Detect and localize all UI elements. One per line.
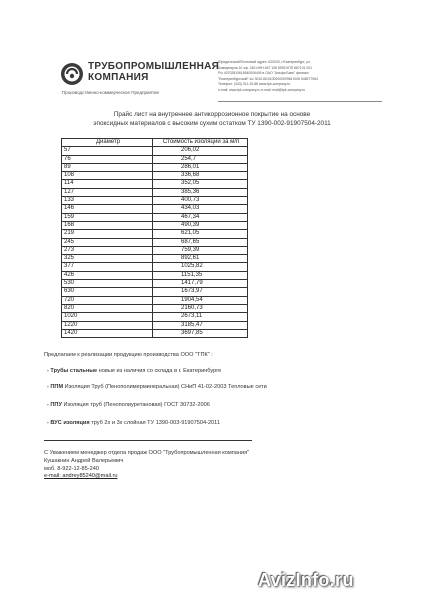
diameter-cell: 114 [62, 180, 153, 188]
price-cell: 286,01 [153, 163, 248, 171]
company-requisites [218, 60, 384, 93]
offer-title: - Трубы стальные [47, 368, 98, 374]
company-name-line1: ТРУБОПРОМЫШЛЕННАЯ [88, 61, 220, 72]
price-cell: 3185,47 [153, 321, 248, 329]
diameter-cell: 168 [62, 221, 153, 229]
contact-block [44, 450, 249, 481]
offer-text: Изоляция Труб (Пенополимерминеральная) СНиП 41-02-2003 Тепловые сети [63, 384, 267, 390]
table-row [62, 147, 248, 155]
price-cell: 759,39 [153, 246, 248, 254]
table-row [62, 197, 248, 205]
diameter-cell: 1020 [62, 313, 153, 321]
diameter-cell: 1420 [62, 329, 153, 337]
table-row [62, 172, 248, 180]
price-cell: 892,61 [153, 255, 248, 263]
price-cell: 336,68 [153, 172, 248, 180]
requisites-line: Коммунаров 10 оф. 452 ИНН 667 108 5939 КПП 667101 001 [218, 65, 313, 70]
diameter-cell: 1220 [62, 321, 153, 329]
offer-title: - ППМ [47, 384, 64, 390]
table-row [62, 271, 248, 279]
diameter-cell: 89 [62, 163, 153, 171]
table-row [62, 230, 248, 238]
price-cell: 434,03 [153, 205, 248, 213]
offer-item-pipes [47, 368, 221, 374]
price-cell: 352,05 [153, 180, 248, 188]
diameter-cell: 245 [62, 238, 153, 246]
diameter-cell: 820 [62, 304, 153, 312]
table-row [62, 313, 248, 321]
company-logo-icon [60, 62, 84, 86]
diameter-cell: 57 [62, 147, 153, 155]
table-row [62, 213, 248, 221]
price-cell: 2673,11 [153, 313, 248, 321]
diameter-cell: 720 [62, 296, 153, 304]
diameter-cell: 630 [62, 288, 153, 296]
price-cell: 1417,79 [153, 280, 248, 288]
table-row [62, 205, 248, 213]
requisites-line: "Екатеринбургский" к/с 30101810100000000964 БИК 046577964 [218, 76, 318, 81]
diameter-cell: 219 [62, 230, 153, 238]
table-row [62, 329, 248, 337]
diameter-cell: 76 [62, 155, 153, 163]
diameter-cell: 146 [62, 205, 153, 213]
price-cell: 206,02 [153, 147, 248, 155]
offer-item-ppm [47, 384, 267, 390]
table-row [62, 188, 248, 196]
company-name-line2: КОМПАНИЯ [88, 72, 149, 83]
requisites-line: Юридический/Почтовый адрес: 620033, г.Екатеринбург, ул. [218, 60, 311, 64]
price-cell: 1151,35 [153, 271, 248, 279]
table-header-row [62, 139, 248, 147]
table-row [62, 163, 248, 171]
requisites-line: e-mail: www.tpk-company.ru e-mail: mail@tpk-company.ru [218, 87, 306, 92]
header-divider [218, 101, 382, 102]
price-cell: 2160,73 [153, 304, 248, 312]
price-cell: 1025,82 [153, 263, 248, 271]
price-cell: 490,39 [153, 221, 248, 229]
offer-text: труб 2х и 3х слойная ТУ 1390-003-91907504-2011 [89, 420, 220, 426]
table-row [62, 255, 248, 263]
price-cell: 621,05 [153, 230, 248, 238]
offer-text: новые из наличия со склада в г. Екатеринбурге [97, 368, 222, 374]
company-name [88, 61, 219, 83]
table-row [62, 180, 248, 188]
header-diameter: Диаметр [62, 139, 153, 147]
diameter-cell: 159 [62, 213, 153, 221]
table-row [62, 288, 248, 296]
price-table-body [62, 147, 248, 338]
header-price: Стоимость изоляции за м/п [153, 139, 248, 147]
offer-text: Изоляция труб (Пенополиуретановая) ГОСТ 30732-2006 [61, 402, 210, 408]
diameter-cell: 530 [62, 280, 153, 288]
diameter-cell: 108 [62, 172, 153, 180]
price-cell: 400,73 [153, 197, 248, 205]
table-row [62, 263, 248, 271]
contact-greeting: С Уважением менеджер отдела продаж ООО "Трубопромышленная компания" [44, 450, 250, 456]
price-cell: 1904,54 [153, 296, 248, 304]
contact-email-link[interactable]: e-mail: andrey85240@mail.ru [44, 473, 118, 480]
price-cell: 687,65 [153, 238, 248, 246]
offer-item-vus [47, 420, 220, 426]
requisites-line: Р/с 40702810616540006445 в ОАО "Альфа Банк" филиал [218, 71, 309, 75]
offers-intro: Предлагаем к реализации продукцию производства ООО "ТПК" : [44, 352, 213, 358]
diameter-cell: 133 [62, 197, 153, 205]
price-table [61, 138, 248, 338]
diameter-cell: 273 [62, 246, 153, 254]
price-cell: 385,36 [153, 188, 248, 196]
table-row [62, 221, 248, 229]
contact-phone: моб. 8-922-12-85-240 [44, 465, 99, 472]
table-row [62, 321, 248, 329]
table-row [62, 304, 248, 312]
requisites-line: Телефон: (343) 311-19-88 www.tpk-company.ru [218, 82, 291, 86]
offer-title: - ВУС изоляция [47, 420, 90, 426]
diameter-cell: 127 [62, 188, 153, 196]
document-title [52, 110, 372, 128]
price-cell: 3697,85 [153, 329, 248, 337]
diameter-cell: 377 [62, 263, 153, 271]
table-row [62, 296, 248, 304]
table-row [62, 238, 248, 246]
offer-item-ppu [47, 402, 210, 408]
diameter-cell: 325 [62, 255, 153, 263]
price-cell: 1673,97 [153, 288, 248, 296]
site-watermark: AvizInfo.ru [258, 570, 354, 590]
table-row [62, 280, 248, 288]
company-tagline: Производственно-коммерческое Предприятие [62, 90, 160, 95]
offer-title: - ППУ [47, 402, 62, 408]
price-cell: 467,34 [153, 213, 248, 221]
title-line2: эпоксидных материалов с высоким сухим остатком ТУ 1390-002-91907504-2011 [93, 120, 331, 127]
price-cell: 254,7 [153, 155, 248, 163]
diameter-cell: 426 [62, 271, 153, 279]
table-row [62, 246, 248, 254]
title-line1: Прайс лист на внутреннее антикоррозионное покрытие на основе [113, 111, 311, 118]
table-row [62, 155, 248, 163]
signature-divider [44, 440, 252, 441]
contact-name: Кушакнин Андрей Валерьевич [44, 457, 124, 464]
